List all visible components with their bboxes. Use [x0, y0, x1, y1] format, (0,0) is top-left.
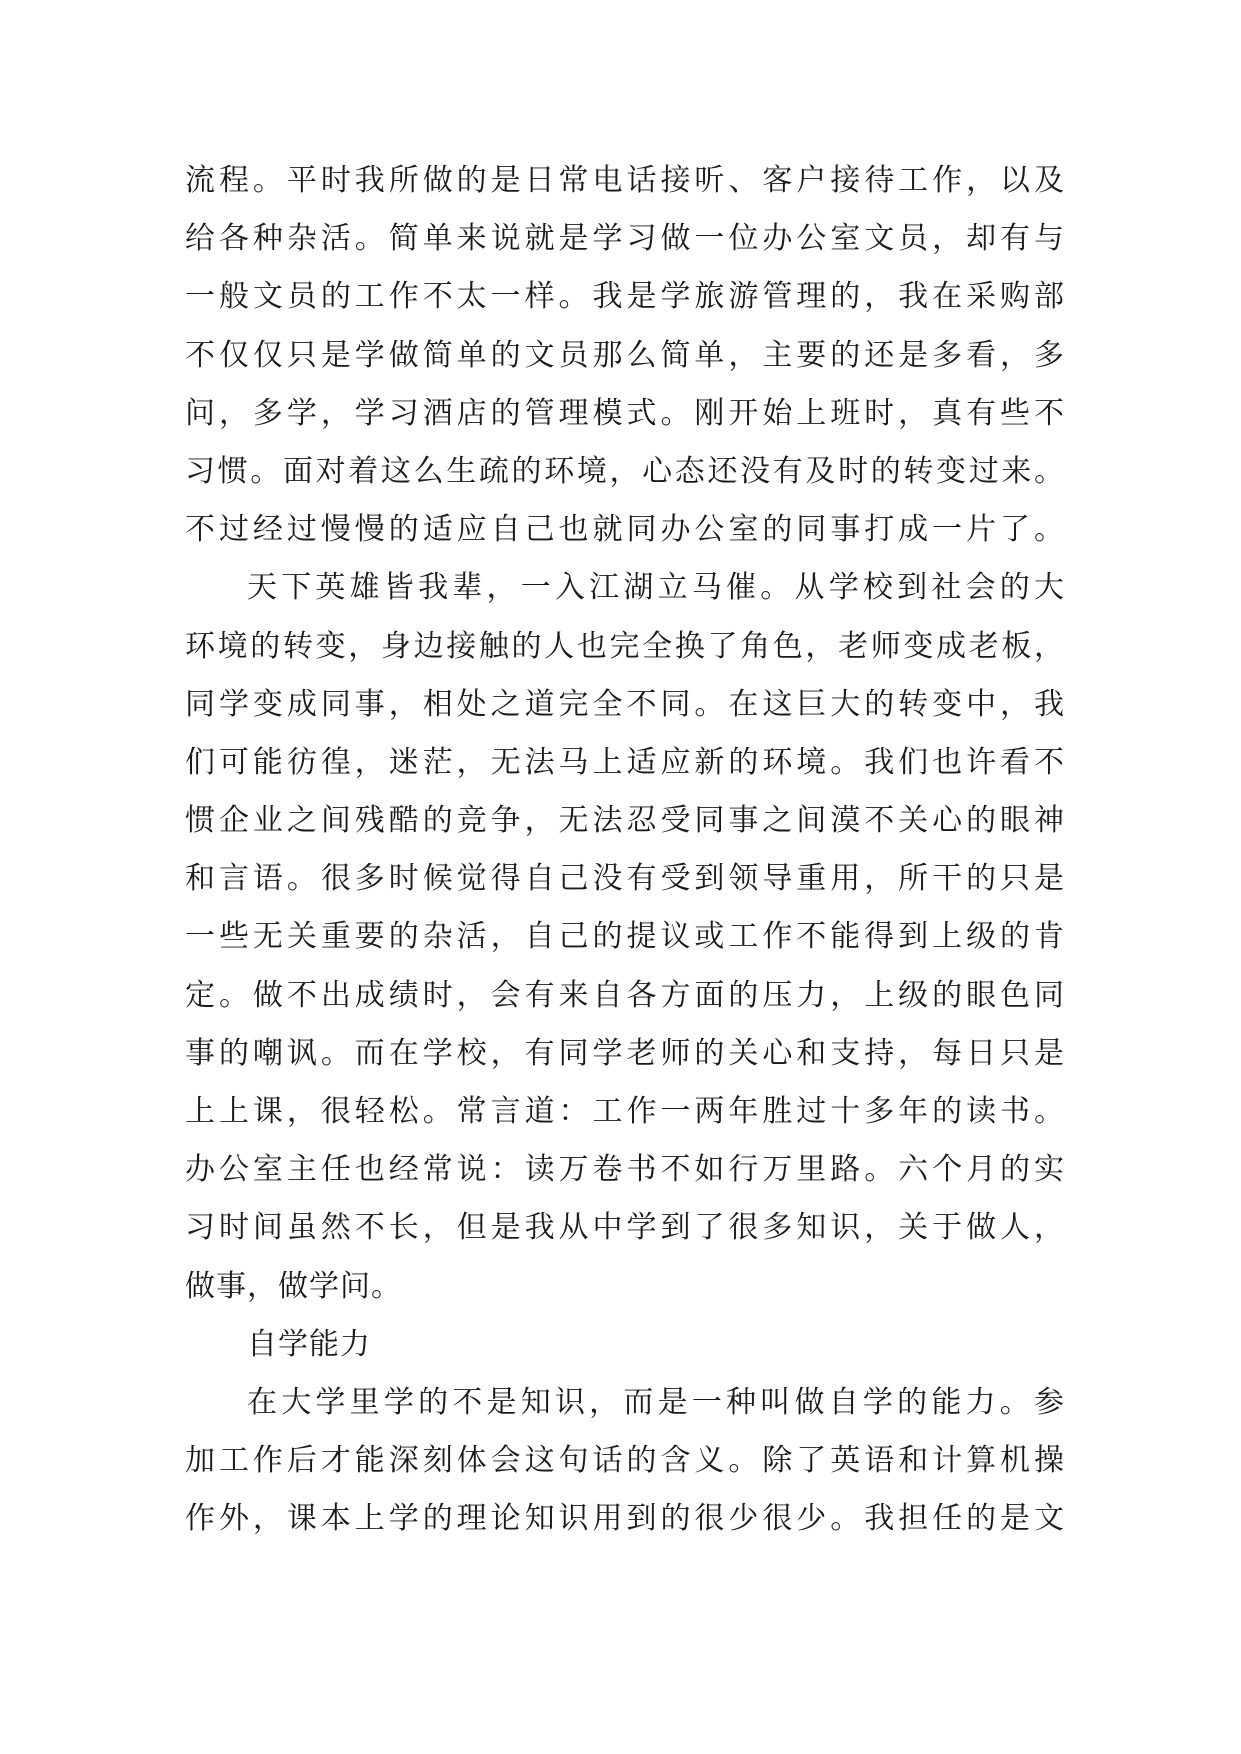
- text-line: 给各种杂活。简单来说就是学习做一位办公室文员，却有与: [185, 221, 1065, 257]
- text-line: 惯企业之间残酷的竞争，无法忍受同事之间漠不关心的眼神: [185, 803, 1065, 839]
- paragraph-first-line: 在大学里学的不是知识，而是一种叫做自学的能力。参: [247, 1384, 1065, 1420]
- text-line: 作外，课本上学的理论知识用到的很少很少。我担任的是文: [185, 1501, 1065, 1537]
- text-line: 和言语。很多时候觉得自己没有受到领导重用，所干的只是: [185, 861, 1065, 897]
- text-line: 一般文员的工作不太一样。我是学旅游管理的，我在采购部: [185, 279, 1065, 315]
- text-line: 不过经过慢慢的适应自己也就同办公室的同事打成一片了。: [185, 512, 1065, 548]
- section-heading: 自学能力: [247, 1326, 371, 1362]
- text-line: 问，多学，学习酒店的管理模式。刚开始上班时，真有些不: [185, 395, 1065, 431]
- text-line: 流程。平时我所做的是日常电话接听、客户接待工作，以及: [185, 163, 1065, 198]
- paragraph-first-line: 天下英雄皆我辈，一入江湖立马催。从学校到社会的大: [247, 570, 1065, 606]
- text-line: 办公室主任也经常说：读万卷书不如行万里路。六个月的实: [185, 1152, 1065, 1188]
- text-line: 加工作后才能深刻体会这句话的含义。除了英语和计算机操: [185, 1443, 1065, 1479]
- text-line: 事的嘲讽。而在学校，有同学老师的关心和支持，每日只是: [185, 1035, 1065, 1071]
- text-line: 们可能彷徨，迷茫，无法马上适应新的环境。我们也许看不: [185, 744, 1065, 780]
- text-line: 一些无关重要的杂活，自己的提议或工作不能得到上级的肯: [185, 919, 1065, 955]
- text-line: 习惯。面对着这么生疏的环境，心态还没有及时的转变过来。: [185, 453, 1065, 489]
- text-line: 定。做不出成绩时，会有来自各方面的压力，上级的眼色同: [185, 977, 1065, 1013]
- text-line: 习时间虽然不长，但是我从中学到了很多知识，关于做人，: [185, 1210, 1065, 1246]
- text-line: 上上课，很轻松。常言道：工作一两年胜过十多年的读书。: [185, 1094, 1065, 1129]
- text-line: 环境的转变，身边接触的人也完全换了角色，老师变成老板，: [185, 628, 1065, 664]
- paragraph-last-line: 做事，做学问。: [185, 1268, 402, 1304]
- text-line: 同学变成同事，相处之道完全不同。在这巨大的转变中，我: [185, 686, 1065, 722]
- document-body: [185, 152, 1065, 1549]
- text-line: 不仅仅只是学做简单的文员那么简单，主要的还是多看，多: [185, 337, 1065, 373]
